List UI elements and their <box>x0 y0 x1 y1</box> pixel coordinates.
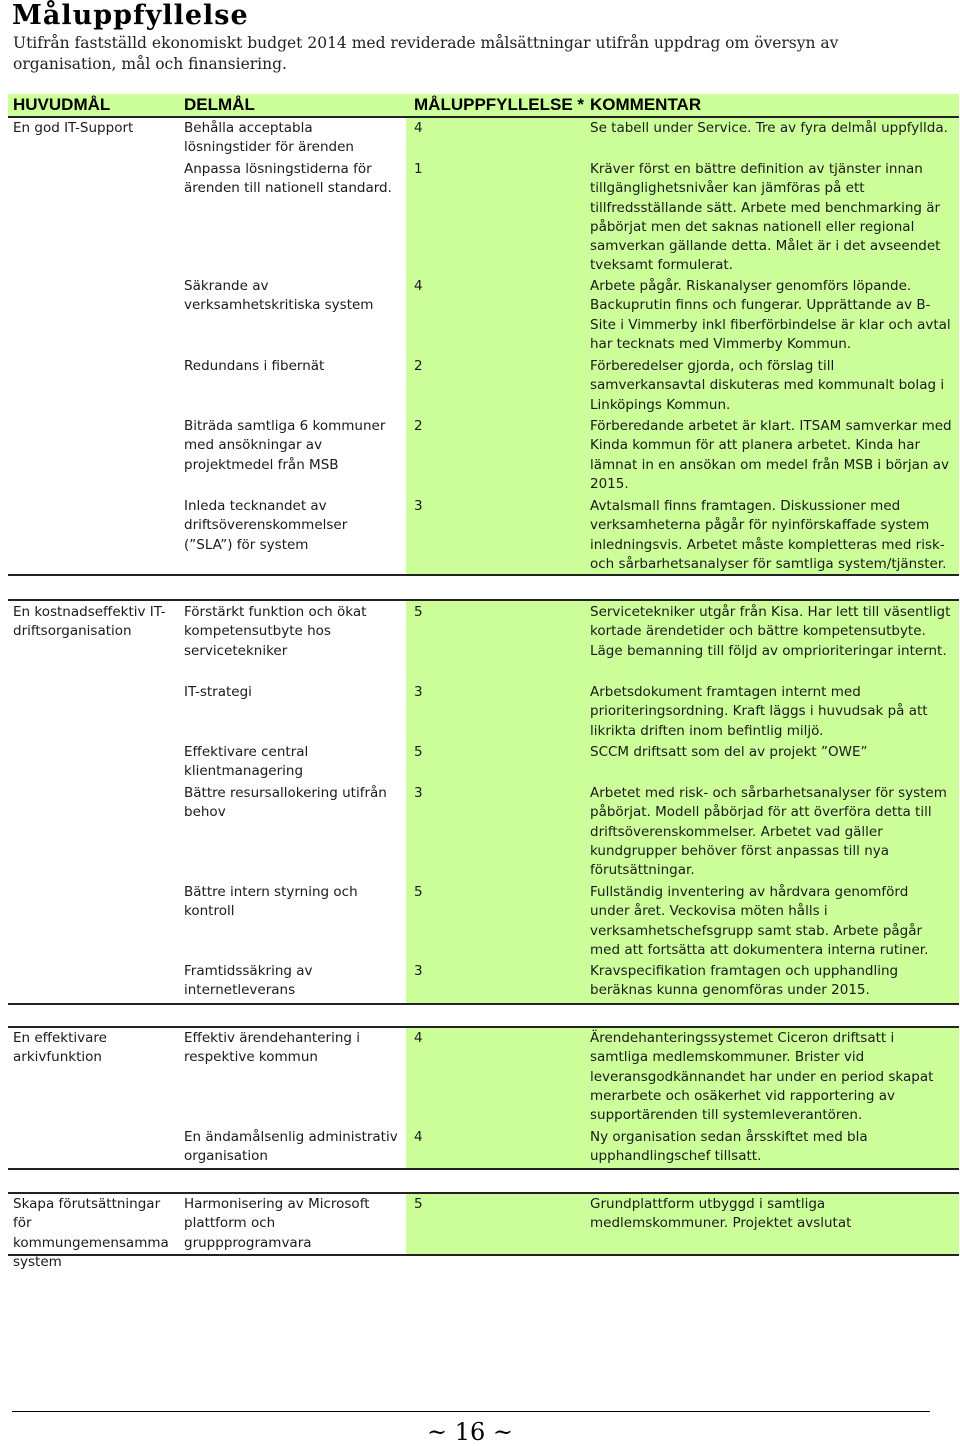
sub-goal: Harmonisering av Microsoft plattform och gruppprogramvara <box>184 1196 370 1251</box>
sub-goal: Bättre resursallokering utifrån behov <box>184 785 387 821</box>
sub-goal: Bättre intern styrning och kontroll <box>184 884 358 920</box>
sub-goal: Förstärkt funktion och ökat kompetensutbyte hos servicetekniker <box>184 604 367 659</box>
score: 2 <box>414 418 423 434</box>
footer-rule <box>12 1411 930 1412</box>
comment: Förberedelser gjorda, och förslag till samverkansavtal diskuteras med kommunalt bolag i Linköpings Kommun. <box>590 358 945 413</box>
comment: Avtalsmall finns framtagen. Diskussioner med verksamheterna pågår för nyinförskaffade system inledningsvis. Arbetet måste kompletteras med risk- och sårbarhetsanalyser för samtliga system/tjänster. <box>590 498 947 572</box>
comment: Förberedande arbetet är klart. ITSAM samverkar med Kinda kommun för att planera arbetet. Kinda har lämnat in en ansökan om medel från MSB i början av 2015. <box>590 418 952 492</box>
score: 4 <box>414 120 423 136</box>
main-goal: En effektivare arkivfunktion <box>13 1030 107 1066</box>
sub-goal: IT-strategi <box>184 684 252 700</box>
header-fulfillment: MÅLUPPFYLLELSE * <box>414 95 585 114</box>
comment: Ny organisation sedan årsskiftet med bla upphandlingschef tillsatt. <box>590 1129 868 1165</box>
table-rule <box>8 116 959 118</box>
table-rule <box>8 599 959 601</box>
page-number: ~ 16 ~ <box>426 1418 513 1446</box>
comment: Arbete pågår. Riskanalyser genomförs löpande. Backuprutin finns och fungerar. Upprättande av B-Site i Vimmerby inkl fiberförbindelse är klar och avtal har tecknats med Vimmerby Kommun. <box>590 278 951 352</box>
main-goal: En god IT-Support <box>13 120 134 136</box>
sub-goal: Biträda samtliga 6 kommuner med ansökningar av projektmedel från MSB <box>184 418 386 473</box>
table-rule <box>8 1003 959 1005</box>
sub-goal: Inleda tecknandet av driftsöverenskommelser (”SLA”) för system <box>184 498 348 553</box>
score: 1 <box>414 161 423 177</box>
comment: Kräver först en bättre definition av tjänster innan tillgänglighetsnivåer kan jämföras på ett tillfredsställande sätt. Arbete med benchmarking är påbörjat men det saknas nationell eller regional samverkan gällande detta. Målet är i det avseendet tveksamt formulerat. <box>590 161 941 274</box>
comment: Grundplattform utbyggd i samtliga medlemskommuner. Projektet avslutat <box>590 1196 852 1232</box>
comment: Se tabell under Service. Tre av fyra delmål uppfyllda. <box>590 120 948 136</box>
sub-goal: Effektivare central klientmanagering <box>184 744 309 780</box>
table-rule <box>8 1026 959 1028</box>
comment: Ärendehanteringssystemet Ciceron driftsatt i samtliga medlemskommuner. Brister vid leveransgodkännandet har under en period skapat merarbete och osäkerhet vid rapportering av supportärenden till systemleverantören. <box>590 1030 934 1124</box>
sub-goal: Säkrande av verksamhetskritiska system <box>184 278 374 314</box>
score: 4 <box>414 1030 423 1046</box>
comment: SCCM driftsatt som del av projekt ”OWE” <box>590 744 868 760</box>
page-title: Måluppfyllelse <box>12 0 249 31</box>
table-rule <box>8 1168 959 1170</box>
score: 5 <box>414 1196 423 1212</box>
comment: Arbetet med risk- och sårbarhetsanalyser för system påbörjat. Modell påbörjad för att överföra detta till driftsöverenskommelser. Arbetet vad gäller kundgrupper behöver först anpassas till nya förutsättningar. <box>590 785 947 879</box>
main-goal: Skapa förutsättningar för kommungemensamma system <box>13 1196 169 1270</box>
score: 4 <box>414 278 423 294</box>
intro-text: Utifrån fastställd ekonomiskt budget 2014 med reviderade målsättningar utifrån uppdrag om översyn av organisation, mål och finansiering. <box>13 34 839 73</box>
header-comment: KOMMENTAR <box>590 95 702 114</box>
comment: Kravspecifikation framtagen och upphandling beräknas kunna genomföras under 2015. <box>590 963 899 999</box>
main-goal: En kostnadseffektiv IT-driftsorganisation <box>13 604 166 640</box>
comment: Fullständig inventering av hårdvara genomförd under året. Veckovisa möten hålls i verksamhetschefsgrupp samt stab. Arbete pågår med att fortsätta att dokumentera interna rutiner. <box>590 884 929 958</box>
score: 3 <box>414 785 423 801</box>
sub-goal: Effektiv ärendehantering i respektive kommun <box>184 1030 360 1066</box>
score: 5 <box>414 884 423 900</box>
score: 3 <box>414 963 423 979</box>
score: 5 <box>414 744 423 760</box>
score: 5 <box>414 604 423 620</box>
header-main-goal: HUVUDMÅL <box>13 95 111 114</box>
table-rule <box>8 1192 959 1194</box>
sub-goal: Behålla acceptabla lösningstider för ärenden <box>184 120 354 156</box>
comment: Servicetekniker utgår från Kisa. Har lett till väsentligt kortade ärendetider och bättre kompetensutbyte. Läge bemanning till följd av omprioriteringar internt. <box>590 604 951 659</box>
score: 2 <box>414 358 423 374</box>
sub-goal: Framtidssäkring av internetleverans <box>184 963 313 999</box>
score: 3 <box>414 684 423 700</box>
score: 3 <box>414 498 423 514</box>
table-rule <box>8 574 959 576</box>
header-sub-goal: DELMÅL <box>184 95 255 114</box>
sub-goal: Anpassa lösningstiderna för ärenden till nationell standard. <box>184 161 392 197</box>
score: 4 <box>414 1129 423 1145</box>
comment: Arbetsdokument framtagen internt med prioriteringsordning. Kraft läggs i huvudsak på att likrikta driften inom befintlig miljö. <box>590 684 928 739</box>
sub-goal: Redundans i fibernät <box>184 358 325 374</box>
sub-goal: En ändamålsenlig administrativ organisation <box>184 1129 398 1165</box>
